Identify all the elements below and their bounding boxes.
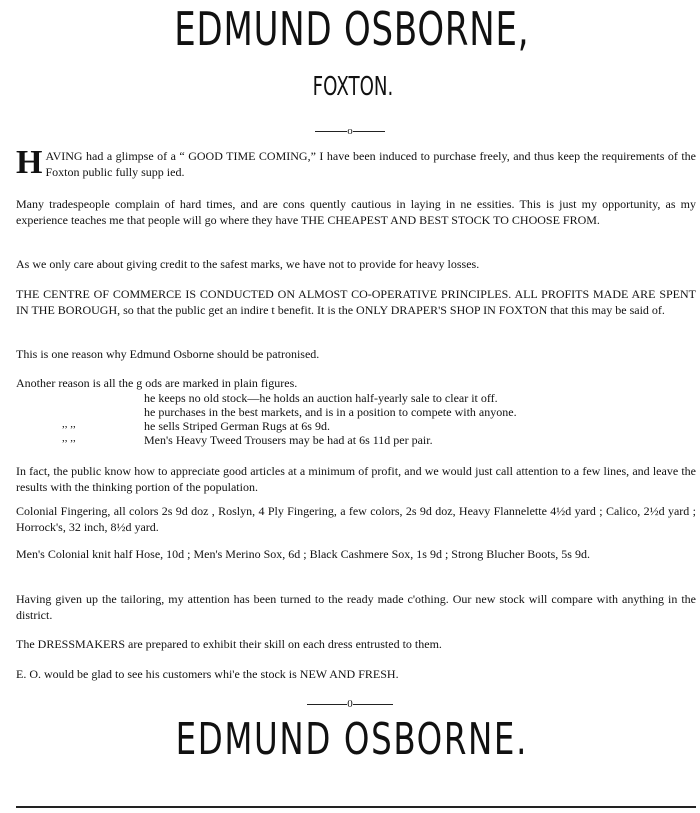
paragraph-tradespeople: Many tradespeople complain of hard times, and are cons quently cautious in laying in ne essities. This is just my opportunity, as my experience teaches me that people will go where they have THE CHEAPEST AND BEST STOCK TO CHOOSE FROM. <box>16 197 696 227</box>
paragraph-attention: In fact, the public know how to appreciate good articles at a minimum of profit, and we would just call attention to a few lines, and leave the results with the thinking portion of the population. <box>16 464 696 494</box>
reason-item: he keeps no old stock—he holds an auction half-yearly sale to clear it off. <box>144 391 498 405</box>
paragraph-closing: E. O. would be glad to see his customers whi'e the stock is NEW AND FRESH. <box>16 667 399 681</box>
paragraph-hose: Men's Colonial knit half Hose, 10d ; Men's Merino Sox, 6d ; Black Cashmere Sox, 1s 9d ; Strong Blucher Boots, 5s 9d. <box>16 547 590 561</box>
footer-advertiser-name: EDMUND OSBORNE. <box>175 714 529 765</box>
paragraph-credit: As we only care about giving credit to the safest marks, we have not to provide for heavy losses. <box>16 257 480 271</box>
reason-item: he purchases in the best markets, and is in a position to compete with anyone. <box>144 405 517 419</box>
reason-item: he sells Striped German Rugs at 6s 9d. <box>144 419 330 433</box>
ditto-mark: ,, ,, <box>62 418 76 430</box>
location-subtitle: FOXTON. <box>312 72 394 102</box>
reason-item: Men's Heavy Tweed Trousers may be had at 6s 11d per pair. <box>144 433 433 447</box>
advertiser-name-heading: EDMUND OSBORNE, <box>174 2 530 56</box>
paragraph-reason-two: Another reason is all the g ods are marked in plain figures. <box>16 376 298 390</box>
paragraph-fingering: Colonial Fingering, all colors 2s 9d doz , Roslyn, 4 Ply Fingering, a few colors, 2s 9d doz, Heavy Flannelette 4½d yard ; Calico, 2½d yard ; Horrock's, 32 inch, 8½d yard. <box>16 504 696 534</box>
paragraph-commerce: THE CENTRE OF COMMERCE IS CONDUCTED ON ALMOST CO-OPERATIVE PRINCIPLES. ALL PROFITS MADE ARE SPENT IN THE BOROUGH, so that the public get an indire t benefit. It is the ONLY DRAPER'S SHOP IN FOXTON that this may be said of. <box>16 287 696 317</box>
paragraph-reason-one: This is one reason why Edmund Osborne should be patronised. <box>16 347 320 361</box>
top-divider <box>0 125 700 137</box>
paragraph-tailoring: Having given up the tailoring, my attention has been turned to the ready made c'othing. Our new stock will compare with anything in the district. <box>16 592 696 622</box>
drop-cap: H <box>16 144 43 181</box>
paragraph-opening <box>16 144 696 181</box>
paragraph-dressmakers: The DRESSMAKERS are prepared to exhibit their skill on each dress entrusted to them. <box>16 637 442 651</box>
divider-mark: 0 <box>347 698 353 710</box>
paragraph-text: AVING had a glimpse of a “ GOOD TIME COMING,” I have been induced to purchase freely, and thus keep the requirements of the Foxton public fully supp ied. <box>45 149 696 179</box>
ditto-mark: ,, ,, <box>62 432 76 444</box>
divider-mark: o <box>347 125 353 137</box>
bottom-divider <box>0 698 700 710</box>
bottom-border-rule <box>16 806 696 808</box>
